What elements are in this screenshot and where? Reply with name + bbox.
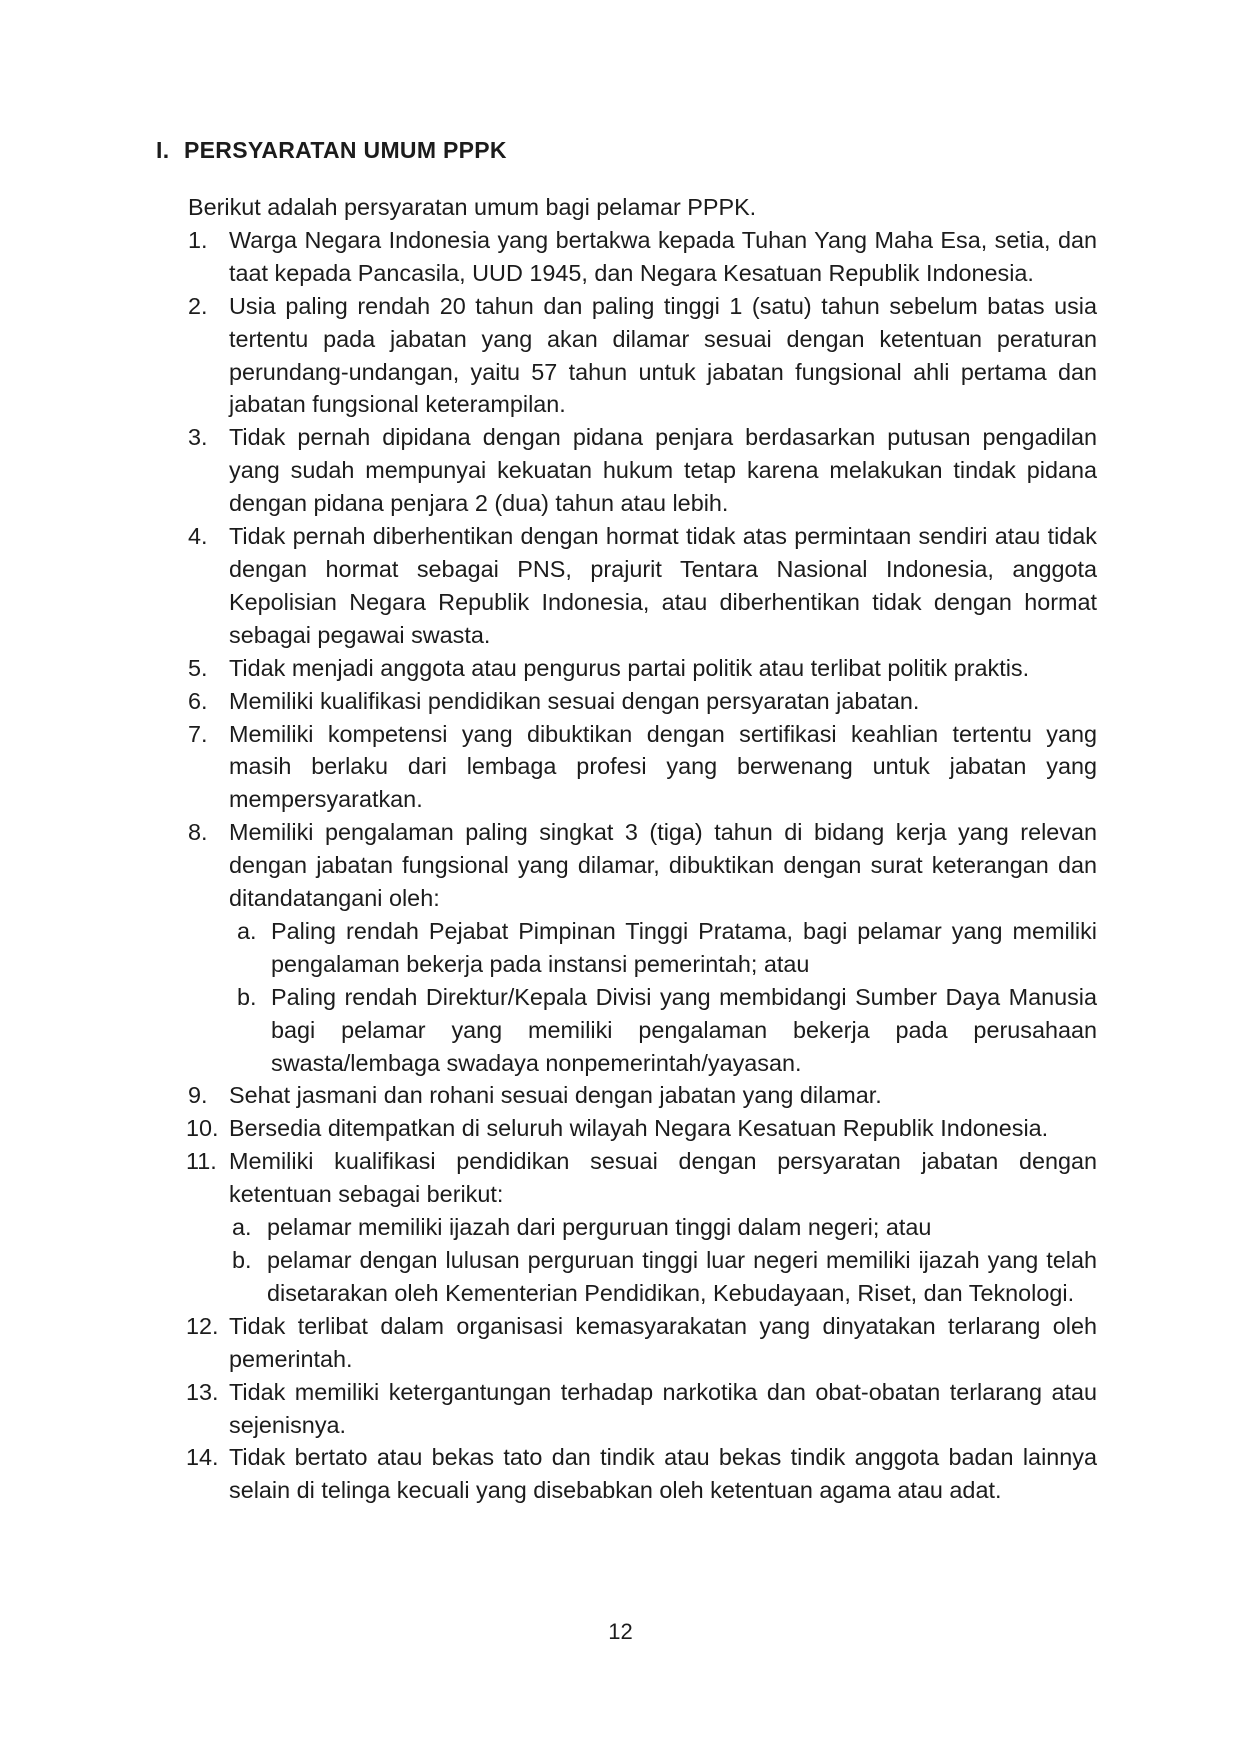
requirement-item-10 xyxy=(188,1112,1097,1145)
requirement-item-6 xyxy=(188,685,1097,718)
item-text: Bersedia ditempatkan di seluruh wilayah Negara Kesatuan Republik Indonesia. xyxy=(229,1115,1049,1142)
requirements-content xyxy=(188,191,1097,1507)
item-text: Usia paling rendah 20 tahun dan paling tinggi 1 (satu) tahun sebelum batas usia tertentu pada jabatan yang akan dilamar sesuai dengan ketentuan peraturan perundang-undangan, yaitu 57 tahun untuk jabatan fungsional ahli pertama dan jabatan fungsional keterampilan. xyxy=(229,292,1097,418)
sub-item-text: pelamar memiliki ijazah dari perguruan tinggi dalam negeri; atau xyxy=(267,1214,932,1241)
item-text: Tidak bertato atau bekas tato dan tindik atau bekas tindik anggota badan lainnya selain di telinga kecuali yang disebabkan oleh ketentuan agama atau adat. xyxy=(229,1444,1097,1504)
item-text: Tidak memiliki ketergantungan terhadap narkotika dan obat-obatan terlarang atau sejenisnya. xyxy=(229,1378,1097,1438)
sub-item-text: Paling rendah Direktur/Kepala Divisi yang membidangi Sumber Daya Manusia bagi pelamar yang memiliki pengalaman bekerja pada perusahaan swasta/lembaga swadaya nonpemerintah/yayasan. xyxy=(271,983,1097,1076)
page-number: 12 xyxy=(608,1619,633,1644)
section-number: I. xyxy=(156,137,170,163)
requirement-item-3 xyxy=(188,421,1097,520)
item-number: 5. xyxy=(188,654,208,681)
sub-item-text: Paling rendah Pejabat Pimpinan Tinggi Pratama, bagi pelamar yang memiliki pengalaman bekerja pada instansi pemerintah; atau xyxy=(271,917,1097,977)
item-number: 1. xyxy=(188,226,208,253)
sub-item-text: pelamar dengan lulusan perguruan tinggi luar negeri memiliki ijazah yang telah disetarakan oleh Kementerian Pendidikan, Kebudayaan, Riset, dan Teknologi. xyxy=(267,1247,1097,1306)
item-number: 4. xyxy=(188,523,208,550)
sub-item-letter: a. xyxy=(232,1214,252,1241)
sub-item-b xyxy=(229,1244,1097,1310)
item-text: Sehat jasmani dan rohani sesuai dengan jabatan yang dilamar. xyxy=(229,1082,882,1109)
sub-item-b xyxy=(229,981,1097,1080)
requirement-item-11 xyxy=(188,1145,1097,1310)
item-number: 3. xyxy=(188,424,208,451)
item-number: 7. xyxy=(188,720,208,747)
sub-list xyxy=(229,915,1097,1080)
item-text: Tidak menjadi anggota atau pengurus partai politik atau terlibat politik praktis. xyxy=(229,654,1030,681)
item-text: Warga Negara Indonesia yang bertakwa kepada Tuhan Yang Maha Esa, setia, dan taat kepada Pancasila, UUD 1945, dan Negara Kesatuan Republik Indonesia. xyxy=(229,226,1097,286)
item-text: Tidak pernah dipidana dengan pidana penjara berdasarkan putusan pengadilan yang sudah mempunyai kekuatan hukum tetap karena melakukan tindak pidana dengan pidana penjara 2 (dua) tahun atau lebih. xyxy=(229,424,1097,517)
item-number: 8. xyxy=(188,819,208,846)
requirement-item-9 xyxy=(188,1079,1097,1112)
requirement-item-12 xyxy=(188,1310,1097,1376)
sub-item-a xyxy=(229,1211,1097,1244)
requirement-item-1 xyxy=(188,224,1097,290)
requirement-item-7 xyxy=(188,718,1097,817)
requirement-item-13 xyxy=(188,1376,1097,1442)
item-number: 11. xyxy=(186,1148,217,1175)
item-number: 10. xyxy=(186,1115,219,1142)
requirement-item-14 xyxy=(188,1441,1097,1507)
section-title: PERSYARATAN UMUM PPPK xyxy=(184,137,507,163)
item-number: 12. xyxy=(186,1312,219,1339)
requirements-list xyxy=(188,224,1097,1507)
item-number: 13. xyxy=(186,1378,219,1405)
item-number: 6. xyxy=(188,687,208,714)
sub-item-a xyxy=(229,915,1097,981)
item-text: Memiliki kualifikasi pendidikan sesuai dengan persyaratan jabatan dengan ketentuan sebagai berikut: xyxy=(229,1148,1097,1208)
item-number: 9. xyxy=(188,1082,208,1109)
sub-item-letter: b. xyxy=(237,983,257,1010)
sub-list xyxy=(229,1211,1097,1310)
item-number: 14. xyxy=(186,1444,219,1471)
sub-item-letter: a. xyxy=(237,917,257,944)
intro-paragraph: Berikut adalah persyaratan umum bagi pelamar PPPK. xyxy=(188,194,757,220)
requirement-item-8 xyxy=(188,816,1097,1079)
item-text: Memiliki pengalaman paling singkat 3 (tiga) tahun di bidang kerja yang relevan dengan jabatan fungsional yang dilamar, dibuktikan dengan surat keterangan dan ditandatangani oleh: xyxy=(229,819,1097,912)
item-number: 2. xyxy=(188,292,208,319)
sub-item-letter: b. xyxy=(232,1247,252,1273)
section-heading xyxy=(156,134,507,166)
requirement-item-2 xyxy=(188,290,1097,422)
item-text: Memiliki kompetensi yang dibuktikan dengan sertifikasi keahlian tertentu yang masih berlaku dari lembaga profesi yang berwenang untuk jabatan yang mempersyaratkan. xyxy=(229,720,1097,813)
item-text: Memiliki kualifikasi pendidikan sesuai dengan persyaratan jabatan. xyxy=(229,687,920,714)
requirement-item-5 xyxy=(188,652,1097,685)
requirement-item-4 xyxy=(188,520,1097,652)
item-text: Tidak terlibat dalam organisasi kemasyarakatan yang dinyatakan terlarang oleh pemerintah. xyxy=(229,1312,1097,1372)
item-text: Tidak pernah diberhentikan dengan hormat tidak atas permintaan sendiri atau tidak dengan hormat sebagai PNS, prajurit Tentara Nasional Indonesia, anggota Kepolisian Negara Republik Indonesia, atau diberhentikan tidak dengan hormat sebagai pegawai swasta. xyxy=(229,523,1097,648)
